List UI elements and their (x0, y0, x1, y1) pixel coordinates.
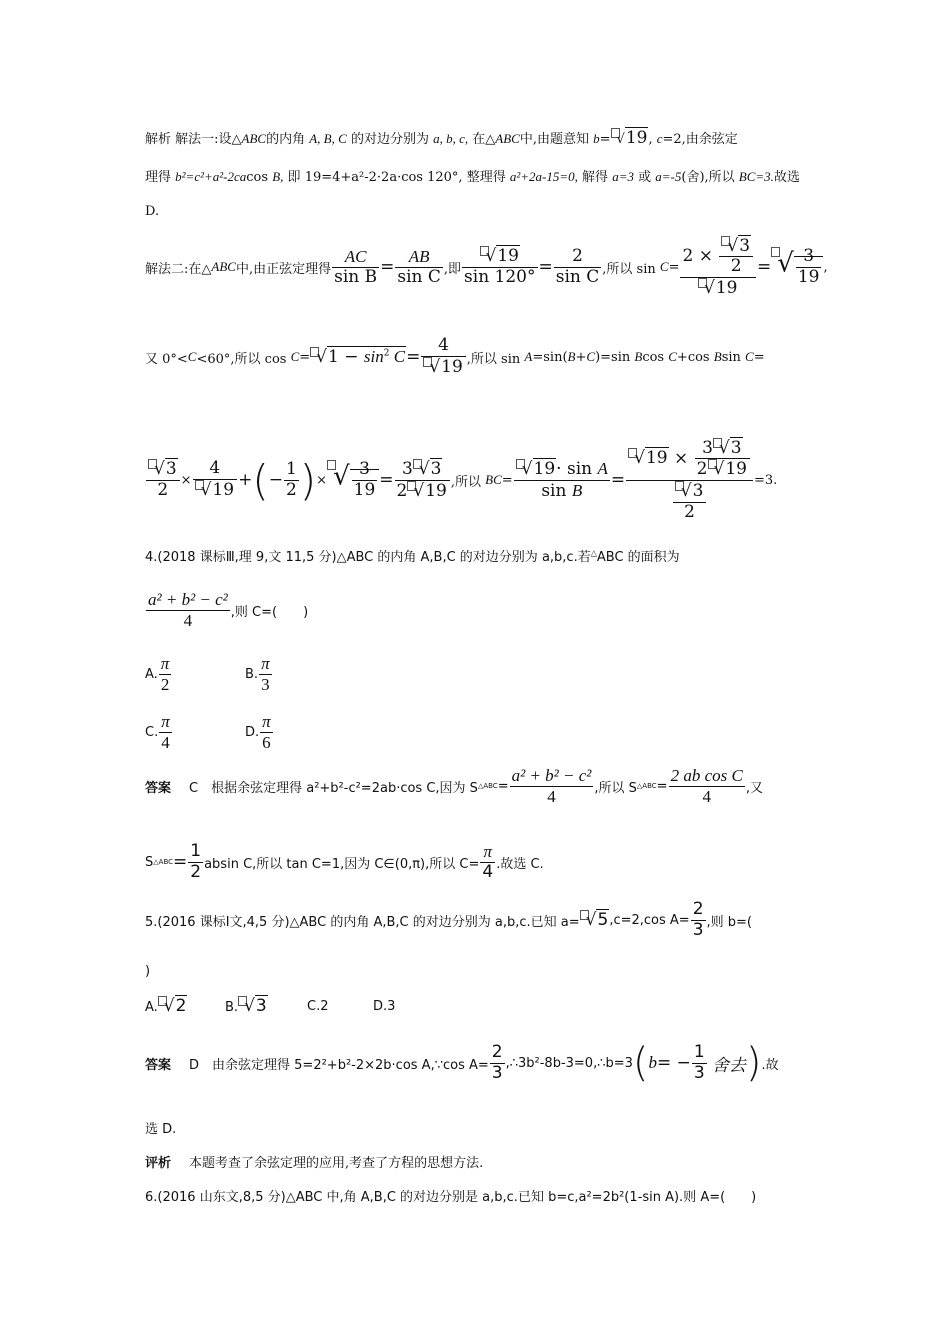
sqrt-19: √19 (611, 128, 649, 148)
q4-option-c[interactable]: C. $\frac{\pi}{4}$ (145, 712, 170, 752)
q4-options-cd (145, 712, 274, 752)
q4-option-a[interactable]: A. $\frac{\pi}{2}$ (145, 654, 170, 694)
q3-bc-computation: $\frac{√3}{2}$ × $\frac{4}{√19}$ + ( − $\frac{1}{2}$ ) × √ $\frac{3}{19}$ = $\frac{3 √3}{2 √19}$ ,所以 BC = $\frac{\text{√19· sin A}}{\text{sin B}}$ = √19 × $\frac{3 √3}{2 √19}$ $\frac{√3}{2}$ =3. (145, 430, 777, 530)
q3-solution-line-1: 解析 解法一:设△ABC的内角 A, B, C 的对边分别为 a, b, c, 在△ABC中,由题意知 b= √19, c=2,由余弦定 (145, 128, 738, 148)
q4-stem-fraction: $\frac{\text{a² + b² − c²}}{4}$ ,则 C=( ) (148, 590, 309, 630)
q4-options-ab (145, 654, 273, 694)
q5-commentary: 评析 本题考查了余弦定理的应用,考查了方程的思想方法. (145, 1156, 484, 1171)
q5-stem-close: ) (145, 964, 151, 979)
q5-option-d[interactable]: D.3 (373, 998, 396, 1014)
q5-option-a[interactable]: A. √2 (145, 996, 187, 1016)
q4-stem: 4.(2018 课标Ⅲ,理 9,文 11,5 分)△ABC 的内角 A,B,C 的对边分别为 a,b,c.若△ABC 的面积为 (145, 548, 680, 565)
q5-options (145, 996, 395, 1016)
q4-option-d[interactable]: D. $\frac{\pi}{6}$ (245, 712, 271, 752)
q3-method-two: 解法二:在△ ABC 中,由正弦定理得 $\frac{AC}{\text{sin B}}$ = $\frac{AB}{\text{sin C}}$ ,即 $\frac{√19}{\sin 120^\circ}$ = $\frac{2}{\text{sin C}}$ ,所以 sin C = 2 × $\frac{√3}{2}$ √19 = √ $\frac{3}{19}$ , (145, 235, 828, 298)
q6-stem: 6.(2016 山东文,8,5 分)△ABC 中,角 A,B,C 的对边分别是 a,b,c.已知 b=c,a²=2b²(1-sin A).则 A=( ) (145, 1190, 757, 1205)
q3-cos-line: 又 0°< C <60°,所以 cos C = $√1 - \sin^2 C$ = $\frac{4}{√19}$ ,所以 sin A =sin( B + C )=sin B cos C +cos B sin C = (145, 335, 765, 377)
q4-answer: 答案 C 根据余弦定理得 a²+b²-c²=2ab·cos C,因为 S △ABC = $\frac{\text{a² + b² − c²}}{4}$ ,所以 S △ABC = $\frac{\text{2 ab cos C}}{4}$ ,又 (145, 766, 763, 806)
q3-solution-line-2: 理得 b²=c²+a²-2cacos B, 即 19=4+a²-2·2a·cos 120°, 整理得 a²+2a-15=0, 解得 a=3 或 a=-5(舍),所以 BC=3.故选 (145, 169, 800, 185)
q5-stem: 5.(2016 课标Ⅰ文,4,5 分)△ABC 的内角 A,B,C 的对边分别为 a,b,c.已知 a= √5 ,c=2,cos A= $\frac{2}{3}$ ,则 b=( (145, 899, 752, 940)
q5-answer-cont: 选 D. (145, 1122, 177, 1137)
q5-option-b[interactable]: B. √3 (225, 996, 267, 1016)
q3-solution-line-3: D. (145, 204, 160, 219)
q4-option-b[interactable]: B. $\frac{\pi}{3}$ (245, 654, 270, 694)
q4-answer-cont: S △ABC = $\frac{1}{2}$ absin C,所以 tan C=1,因为 C∈(0,π),所以 C= $\frac{\pi}{4}$ .故选 C. (145, 841, 544, 882)
q5-answer: 答案 D 由余弦定理得 5=2²+b²-2×2b·cos A,∵cos A= $\frac{2}{3}$ ,∴3b²-8b-3=0,∴b=3 ( b = − $\frac{1}{3}$ 舍去 ) .故 (145, 1040, 779, 1086)
q5-option-c[interactable]: C.2 (307, 998, 329, 1014)
